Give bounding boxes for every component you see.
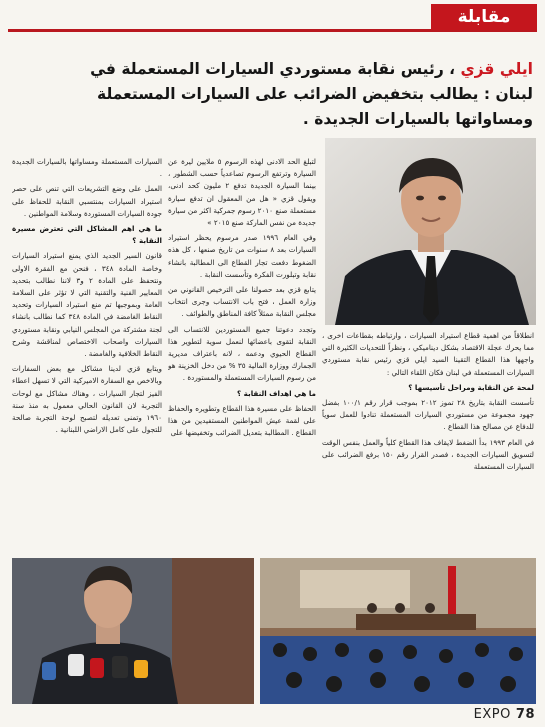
footer-page-number: 78 — [515, 707, 535, 722]
section-tag: مقابلة — [431, 4, 537, 30]
paragraph-fees: لتبلغ الحد الادنى لهذه الرسوم ٥ ملايين ليرة عن السيارة وترتفع الرسوم تصاعدياً حسب الشطور ، بينما السيارة الجديدة تدفع ٢ مليون كحد ادنى، ويقول قزي « هل من المعقول ان تدفع سيارة مستعملة صنع ٢٠١٠ رسوم جمركية اكثر من سيارة جديدة من نفس الماركة صنع ٢٠١٥ » — [168, 157, 316, 228]
paragraph-1996: وفي العام ١٩٩٦ صدر مرسوم يحظر استيراد السيارات بعد ٨ سنوات من تاريخ صنعها ، كل هذه الضغوط دفعت تجار القطاع الى المطالبة بانشاء نقابة وتبلورت الفكرة وتأسست النقابة . — [168, 233, 316, 279]
speaker-photo — [12, 558, 254, 704]
headline-line-1-rest: ، رئيس نقابة مستوردي السيارات المستعملة في — [90, 60, 456, 78]
intro-paragraph: انطلاقاً من اهمية قطاع استيراد السيارات ، وارتباطه بقطاعات اخرى ، مما يحرك عجلة الاقتصاد بشكل ديناميكي ، ونظراً للتحديات الكثيرة التي واجهها هذا القطاع التقينا السيد ايلي قزي رئيس نقابة مستوردي السيارات المستعملة في لبنان فكان اللقاء التالي : — [322, 331, 534, 377]
question-problems: ما هي اهم المشاكل التي تعترض مسيرة النقابة ؟ — [12, 224, 162, 246]
paragraph-legislation: العمل على وضع التشريعات التي تنص على حصر استيراد السيارات بمنتسبي النقابة للحفاظ على جودة السيارات المستوردة وسلامة المواطنين . — [12, 184, 162, 218]
answer-traffic-law: قانون السير الجديد الذي يمنع استيراد السيارات وخاصة المادة ٣٤٨ ، فنحن مع الفقرة الاولى ونتحفظ على المادة ٢ و٣ لاننا نطالب بتحديد المعايير الفنية والتقنية التي لا تؤثر على السلامة العامة وبموجبها تم منع استيراد السيارات وتحديد النقاط الغامضة في المادة ٣٤٨ كما نطالب بانشاء لجنة مشتركة من المجلس النيابي ونقابة مستوردي السيارات واصحاب الاختصاص لمناقشة وشرح النقاط الخلافية والغامضة . — [12, 251, 162, 359]
article-column-middle — [168, 156, 316, 548]
paragraph-membership: وتجدد دعوتنا جميع المستوردين للانتساب الى النقابة لتقوى باعضائها لنعمل سوية لتطوير هذا القطاع الحيوي ودعمه ، لانه باعتراف مديرية الجمارك ووزارة المالية ٣٥ % من دخل الخزينة هو من رسوم السيارات المستعملة والمستوردة . — [168, 324, 316, 383]
paragraph-equal-taxes: السيارات المستعملة ومساواتها بالسيارات الجديدة . — [12, 157, 162, 179]
portrait-illustration — [325, 138, 536, 325]
speaker-illustration — [12, 558, 254, 704]
conference-illustration — [260, 558, 536, 704]
article-column-left — [12, 156, 162, 548]
headline-line-2: لبنان : يطالب بتخفيض الضرائب على السيارات المستعملة — [97, 85, 533, 103]
paragraph-embassies: ويتابع قزي لدينا مشاكل مع بعض السفارات وبالاخص مع السفارة الاميركية التي لا تسهل اعطاء الفيز لتجار السيارات ، وهناك مشاكل مع لوحات التجربة لان القانون الحالي معمول به منذ سنة ١٩٦٠ وتمنى تعديله لتصبح لوحة التجربة صالحة للتجول على كامل الاراضي اللبنانية . — [12, 364, 162, 435]
question-goals: ما هي اهداف النقابة ؟ — [236, 388, 316, 398]
headline-line-3: ومساواتها بالسيارات الجديدة . — [302, 110, 533, 128]
question-founding: لمحة عن النقابة ومراحل تأسيسها ؟ — [408, 382, 534, 392]
footer-brand: EXPO — [473, 707, 511, 722]
paragraph-1993: في العام ١٩٩٣ بدأ الضغط لايقاف هذا القطاع كلياً والعمل بنفس الوقت لتسويق السيارات الجديدة ، فصدر القرار رقم ١٥٠ برفع الضرائب على السيارات المستعملة — [322, 437, 534, 472]
conference-photo — [260, 558, 536, 704]
paragraph-license: يتابع قزي بعد حصولنا على الترخيص القانوني من وزارة العمل ، فتح باب الانتساب وجرى انتخاب مجلس النقابة ممثلاً كافة المناطق والطوائف . — [168, 285, 316, 319]
headline-name: ايلي قزي — [460, 60, 533, 78]
portrait-photo — [325, 138, 536, 325]
headline-line-1 — [30, 57, 533, 82]
article-headline — [30, 57, 533, 135]
answer-goals: الحفاظ على مسيرة هذا القطاع وتطويره والحفاظ على لقمة عيش المواطنين المستفيدين من هذا القطاع . المطالبة بتعديل الضرائب وتخفيضها على — [168, 403, 316, 438]
answer-founding: تأسست النقابة بتاريخ ٢٨ تموز ٢٠١٢ بموجب قرار رقم ١٠٠/١ بفضل جهود مجموعة من مستوردي السيارات المستعملة تنادوا للعمل سوياً للدفاع عن مصالح هذا القطاع . — [322, 398, 534, 432]
page-footer — [474, 707, 535, 722]
